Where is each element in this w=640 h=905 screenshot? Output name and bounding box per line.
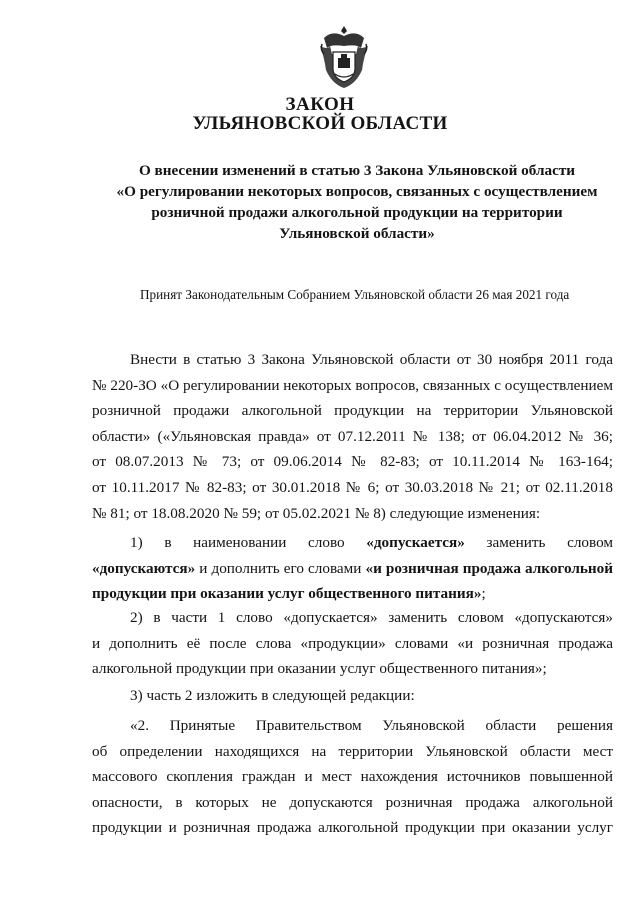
law-subject <box>92 160 622 244</box>
subject-line: «О регулировании некоторых вопросов, связанных с осуществлением <box>116 183 598 200</box>
paragraph-item-2 <box>92 605 613 682</box>
text-line: и дополнить её после слова «продукции» словами «и розничная продажа <box>92 634 613 652</box>
paragraph-item-3 <box>92 683 613 709</box>
text-run-bold: «и розничная продажа алкогольной <box>365 559 613 577</box>
text-line: 3) часть 2 изложить в следующей редакции: <box>130 687 415 704</box>
subject-line: розничной продажи алкогольной продукции на территории <box>151 204 563 221</box>
text-line: об определении находящихся на территории Ульяновской области мест <box>92 742 613 760</box>
text-run-bold: продукции при оказании услуг общественного питания» <box>92 585 482 603</box>
text-run-bold: «допускается» <box>366 534 465 551</box>
text-run: ; <box>481 585 486 603</box>
adoption-note: Принят Законодательным Собранием Ульяновской области 26 мая 2021 года <box>140 287 570 302</box>
text-line: алкогольной продукции при оказании услуг общественного питания»; <box>92 660 547 678</box>
ulyanovsk-coat-of-arms-icon <box>318 24 370 90</box>
paragraph-intro <box>92 347 613 526</box>
text-line: розничной продажи алкогольной продукции на территории Ульяновской <box>92 402 613 420</box>
text-run: заменить словом <box>464 534 613 551</box>
law-title: ЗАКОН <box>285 94 355 115</box>
law-region: УЛЬЯНОВСКОЙ ОБЛАСТИ <box>192 113 448 134</box>
text-line <box>92 581 613 607</box>
subject-line: О внесении изменений в статью 3 Закона Ульяновской области <box>138 162 576 179</box>
text-line: опасности, в которых не допускаются розничная продажа алкогольной <box>92 793 613 811</box>
text-line: продукции и розничная продажа алкогольной продукции при оказании услуг <box>92 819 613 837</box>
paragraph-quoted-part-2 <box>92 713 613 841</box>
text-line: «2. Принятые Правительством Ульяновской области решения <box>130 717 613 734</box>
text-line: от 10.11.2017 № 82-83; от 30.01.2018 № 6; от 30.03.2018 № 21; от 02.11.2018 <box>92 478 613 496</box>
text-line: области» («Ульяновская правда» от 07.12.2011 № 138; от 06.04.2012 № 36; <box>92 427 613 445</box>
text-run: и дополнить его словами <box>195 559 366 577</box>
text-run: 1) в наименовании слово <box>130 534 367 551</box>
subject-line: Ульяновской области» <box>279 225 435 242</box>
text-line <box>92 530 613 556</box>
text-line: № 220-ЗО «О регулировании некоторых вопросов, связанных с осуществлением <box>92 376 613 394</box>
text-line: от 08.07.2013 № 73; от 09.06.2014 № 82-83; от 10.11.2014 № 163-164; <box>92 453 613 471</box>
text-line <box>92 556 613 582</box>
text-line: 2) в части 1 слово «допускается» заменить словом «допускаются» <box>130 609 613 626</box>
text-line: массового скопления граждан и мест нахождения источников повышенной <box>92 768 613 786</box>
text-line: Внести в статью 3 Закона Ульяновской области от 30 ноября 2011 года <box>130 351 613 368</box>
paragraph-item-1 <box>92 530 613 607</box>
text-line: № 81; от 18.08.2020 № 59; от 05.02.2021 № 8) следующие изменения: <box>92 504 541 522</box>
text-run-bold: «допускаются» <box>92 559 196 577</box>
